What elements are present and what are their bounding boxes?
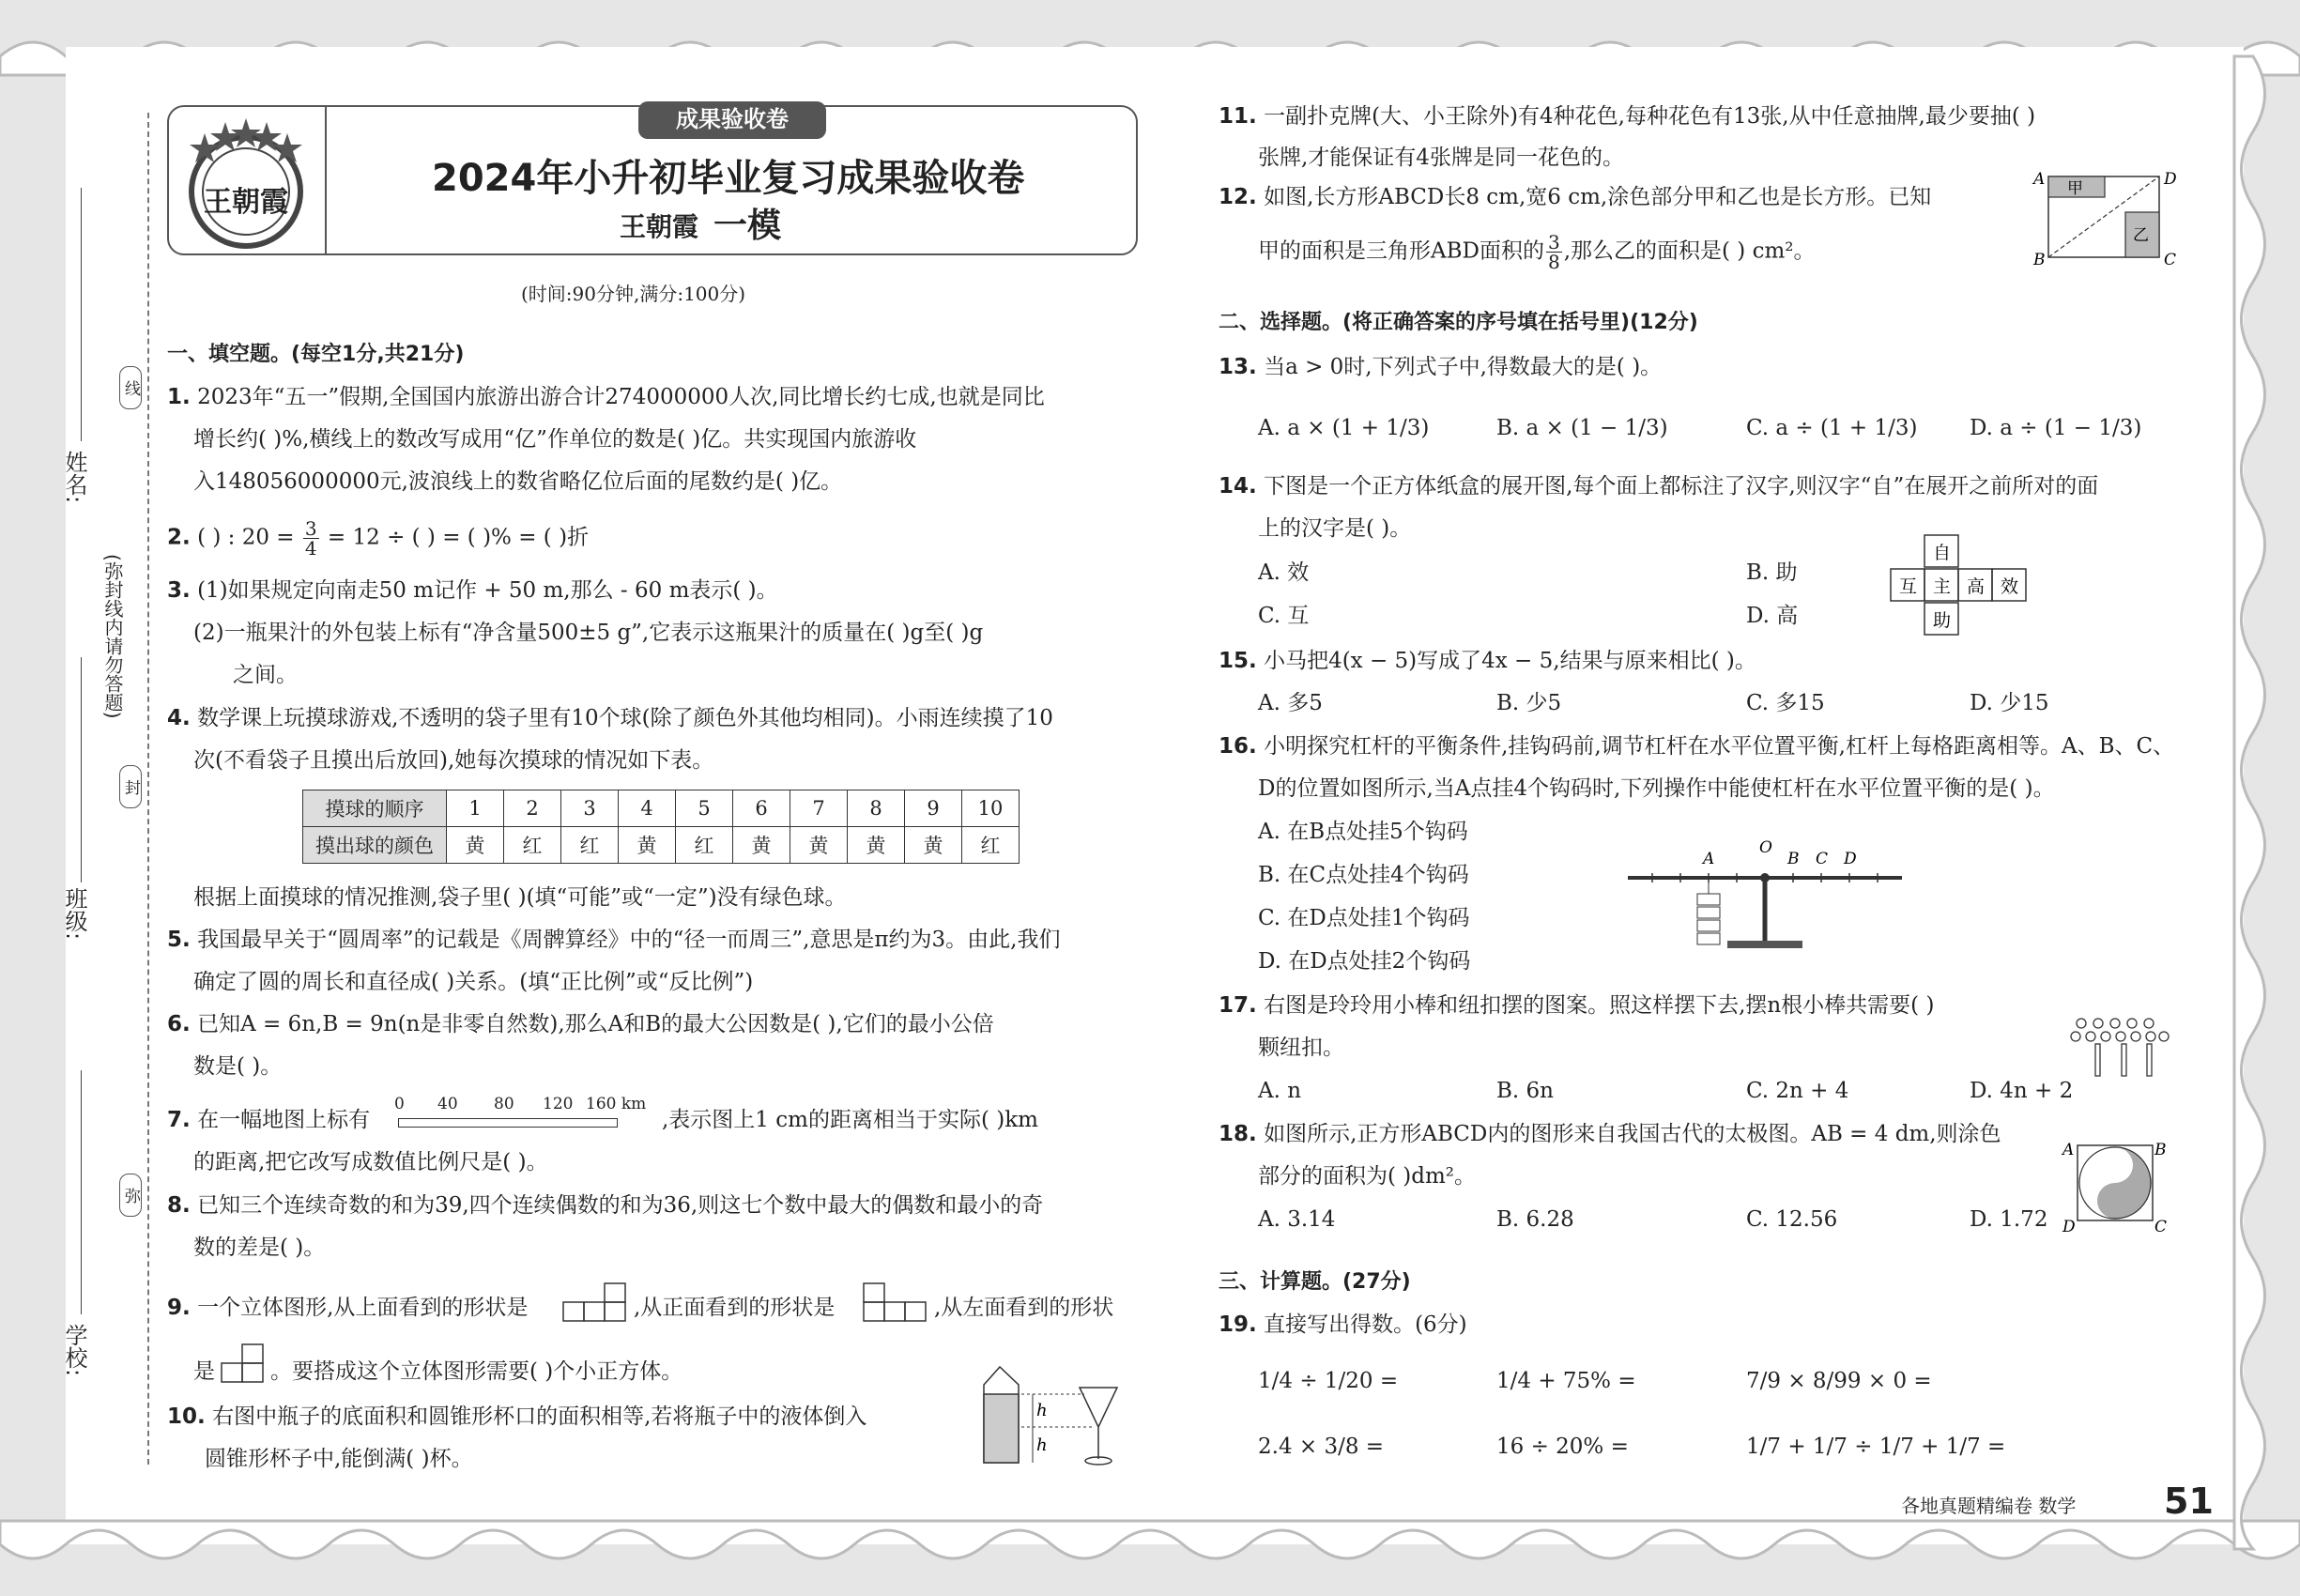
taiji-figure <box>2061 1136 2168 1236</box>
scale-label: 80 <box>494 1095 514 1113</box>
q18-line2: 部分的面积为( )dm²。 <box>1258 1164 1477 1189</box>
q8-line1: 已知三个连续奇数的和为39,四个连续偶数的和为36,则这七个数中最大的偶数和最小的奇 <box>197 1193 1044 1218</box>
q8-num: 8. <box>167 1193 191 1218</box>
q13 <box>1219 352 1662 382</box>
q9-part-a: 一个立体图形,从上面看到的形状是 <box>197 1296 529 1320</box>
q14 <box>1219 471 2098 501</box>
q19 <box>1219 1310 1467 1340</box>
q6 <box>167 1009 994 1039</box>
q9-part-b: ,从正面看到的形状是 <box>634 1296 836 1320</box>
table-cell: 红 <box>962 827 1020 864</box>
q7-num: 7. <box>167 1108 191 1132</box>
q3-num: 3. <box>167 578 191 603</box>
calc-item: 1/4 + 75% = <box>1496 1369 1636 1393</box>
q8 <box>167 1190 1043 1220</box>
lever-label: O <box>1759 838 1772 857</box>
q5-line2: 确定了圆的周长和直径成( )关系。(填“正比例”或“反比例”) <box>193 970 754 994</box>
q17-num: 17. <box>1219 993 1257 1018</box>
table-cell: 黄 <box>905 827 962 864</box>
q16 <box>1219 731 2174 761</box>
q4 <box>167 703 1053 733</box>
scale-label: 40 <box>437 1095 458 1113</box>
jia-label: 甲 <box>2067 179 2083 198</box>
lever-label: A <box>1703 850 1715 868</box>
q18-num: 18. <box>1219 1122 1257 1146</box>
q15-line1: 小马把4(x − 5)写成了4x − 5,结果与原来相比( )。 <box>1264 649 1756 673</box>
logo-text: 王朝霞 <box>204 186 288 219</box>
q16-num: 16. <box>1219 734 1257 759</box>
table-cell: 红 <box>504 827 561 864</box>
section3-heading: 三、计算题。(27分) <box>1219 1270 1411 1294</box>
table-cell: 4 <box>619 790 676 827</box>
option[interactable]: C. a ÷ (1 + 1/3) <box>1746 416 1918 440</box>
q2 <box>167 519 589 558</box>
net-char: 互 <box>1899 576 1918 597</box>
q15 <box>1219 646 1756 676</box>
calc-item: 16 ÷ 20% = <box>1496 1435 1629 1459</box>
option[interactable]: A. 效 <box>1258 560 1310 585</box>
q15-num: 15. <box>1219 649 1257 673</box>
q12-line2a: 甲的面积是三角形ABD面积的 <box>1258 238 1544 264</box>
option[interactable]: C. 2n + 4 <box>1746 1079 1849 1103</box>
front-view-figure <box>862 1281 929 1323</box>
q1-line3: 入148056000000元,波浪线上的数省略亿位后面的尾数约是( )亿。 <box>193 469 843 494</box>
q12-line2b: ,那么乙的面积是( ) cm²。 <box>1563 238 1816 264</box>
q11-line1: 一副扑克牌(大、小王除外)有4种花色,每种花色有13张,从中任意抽牌,最少要抽( ) <box>1264 104 2036 129</box>
table-cell: 10 <box>962 790 1020 827</box>
subtitle: 一模 <box>713 207 782 245</box>
table-cell: 3 <box>561 790 619 827</box>
q11-num: 11. <box>1219 104 1257 129</box>
section1-heading: 一、填空题。(每空1分,共21分) <box>167 343 465 366</box>
q7-part-a: 在一幅地图上标有 <box>197 1108 371 1132</box>
scale-label: 0 <box>394 1095 405 1113</box>
logo-panel <box>167 105 327 253</box>
class-label: 班级: <box>61 887 87 941</box>
q6-line1: 已知A = 6n,B = 9n(n是非零自然数),那么A和B的最大公因数是( ),它们的最小公倍 <box>197 1012 994 1036</box>
q10-line2: 圆锥形杯子中,能倒满( )杯。 <box>205 1447 473 1471</box>
table-cell: 黄 <box>447 827 504 864</box>
fig-label: D <box>2164 170 2177 189</box>
q12-fraction <box>1546 233 1562 271</box>
q13-num: 13. <box>1219 355 1257 379</box>
option[interactable]: D. 少15 <box>1970 691 2049 715</box>
option[interactable]: C. 12.56 <box>1746 1207 1838 1232</box>
option[interactable]: B. 助 <box>1746 560 1798 585</box>
q3-line1: (1)如果规定向南走50 m记作 + 50 m,那么 - 60 m表示( )。 <box>197 578 778 603</box>
q18 <box>1219 1119 2001 1149</box>
net-char: 自 <box>1933 543 1952 563</box>
ball-order-row <box>303 790 1020 827</box>
table-cell: 黄 <box>790 827 848 864</box>
bottle-and-cup-figure <box>976 1361 1145 1469</box>
row-label: 摸出球的颜色 <box>303 827 447 864</box>
section2-heading: 二、选择题。(将正确答案的序号填在括号里)(12分) <box>1219 311 1698 334</box>
q19-num: 19. <box>1219 1312 1257 1337</box>
table-cell: 黄 <box>848 827 905 864</box>
q12 <box>1219 182 1931 212</box>
q4-line3: 根据上面摸球的情况推测,袋子里( )(填“可能”或“一定”)没有绿色球。 <box>193 885 847 910</box>
q2-frac-den: 4 <box>304 537 317 560</box>
q11-line2: 张牌,才能保证有4张牌是同一花色的。 <box>1258 146 1624 170</box>
lever-label: D <box>1844 850 1857 868</box>
q12-frac-den: 8 <box>1547 251 1560 273</box>
h-label: h <box>1036 1401 1048 1420</box>
lever-label: C <box>1816 850 1829 868</box>
taiji-label: D <box>2062 1218 2076 1236</box>
footer-text: 各地真题精编卷 数学 <box>1901 1495 2077 1517</box>
option[interactable]: C. 多15 <box>1746 691 1825 715</box>
option[interactable]: D. a ÷ (1 − 1/3) <box>1970 416 2142 440</box>
table-cell: 7 <box>790 790 848 827</box>
yi-label: 乙 <box>2133 226 2149 245</box>
taiji-label: A <box>2062 1141 2075 1159</box>
q10 <box>167 1402 866 1432</box>
q10-num: 10. <box>167 1404 206 1429</box>
q17 <box>1219 990 1934 1021</box>
fig-label: B <box>2033 251 2046 269</box>
q12-num: 12. <box>1219 185 1257 209</box>
school-label: 学校: <box>61 1324 87 1377</box>
q9-part-c: ,从左面看到的形状 <box>934 1296 1114 1320</box>
calc-item: 7/9 × 8/99 × 0 = <box>1746 1369 1932 1393</box>
binding-mark-feng: 封 <box>119 765 142 808</box>
option[interactable]: B. a × (1 − 1/3) <box>1496 416 1668 440</box>
q1-num: 1. <box>167 385 191 409</box>
lever-figure <box>1624 836 1906 958</box>
q1-line1: 2023年“五一”假期,全国国内旅游出游合计274000000人次,同比增长约七成,也就是同比 <box>197 385 1045 409</box>
q9-num: 9. <box>167 1296 191 1320</box>
scale-label: 120 <box>543 1095 574 1113</box>
option[interactable]: A. 多5 <box>1258 691 1323 715</box>
option[interactable]: A. n <box>1258 1079 1302 1103</box>
name-blank[interactable] <box>81 188 82 441</box>
q4-num: 4. <box>167 706 191 730</box>
badge: 成果验收卷 <box>638 101 826 139</box>
rectangle-figure <box>2028 165 2178 269</box>
q2-part-a: ( ) : 20 = <box>197 525 295 550</box>
option[interactable]: D. 在D点处挂2个钩码 <box>1258 949 1471 974</box>
button-sticks-figure <box>2070 1016 2173 1082</box>
q2-part-b: = 12 ÷ ( ) = ( )% = ( )折 <box>327 525 590 550</box>
net-char: 高 <box>1967 576 1986 597</box>
q6-num: 6. <box>167 1012 191 1036</box>
map-scale-bar <box>394 1095 657 1132</box>
q9-part-e: 。要搭成这个立体图形需要( )个小正方体。 <box>270 1359 683 1384</box>
q14-line2: 上的汉字是( )。 <box>1258 516 1412 541</box>
q1 <box>167 382 1045 412</box>
q8-line2: 数的差是( )。 <box>193 1235 326 1260</box>
q14-num: 14. <box>1219 474 1257 499</box>
q9 <box>167 1293 528 1323</box>
fig-label: A <box>2033 170 2046 189</box>
table-cell: 2 <box>504 790 561 827</box>
table-cell: 黄 <box>619 827 676 864</box>
option[interactable]: B. 少5 <box>1496 691 1562 715</box>
table-cell: 红 <box>561 827 619 864</box>
q4-line1: 数学课上玩摸球游戏,不透明的袋子里有10个球(除了颜色外其他均相同)。小雨连续摸了10 <box>197 706 1053 730</box>
calc-item: 2.4 × 3/8 = <box>1258 1435 1385 1459</box>
q2-num: 2. <box>167 525 191 550</box>
taiji-label: C <box>2154 1218 2168 1236</box>
fig-label: C <box>2164 251 2177 269</box>
q11 <box>1219 101 2035 131</box>
q6-line2: 数是( )。 <box>193 1054 283 1079</box>
q12-line1: 如图,长方形ABCD长8 cm,宽6 cm,涂色部分甲和乙也是长方形。已知 <box>1264 185 1932 209</box>
q3 <box>167 575 778 606</box>
table-cell: 1 <box>447 790 504 827</box>
option[interactable]: D. 1.72 <box>1970 1207 2048 1232</box>
school-blank[interactable] <box>81 1070 82 1314</box>
option[interactable]: A. 在B点处挂5个钩码 <box>1258 820 1468 844</box>
binding-mark-xian: 线 <box>119 366 142 409</box>
row-label: 摸球的顺序 <box>303 790 447 827</box>
q4-line2: 次(不看袋子且摸出后放回),她每次摸球的情况如下表。 <box>193 748 714 773</box>
q3-line3: 之间。 <box>233 663 298 687</box>
q2-frac-num: 3 <box>304 517 317 540</box>
q17-line1: 右图是玲玲用小棒和纽扣摆的图案。照这样摆下去,摆n根小棒共需要( ) <box>1264 993 1935 1018</box>
q16-line1: 小明探究杠杆的平衡条件,挂钩码前,调节杠杆在水平位置平衡,杠杆上每格距离相等。A、B、C、 <box>1264 734 2175 759</box>
net-char: 主 <box>1933 576 1952 597</box>
q18-line1: 如图所示,正方形ABCD内的图形来自我国古代的太极图。AB = 4 dm,则涂色 <box>1264 1122 2001 1146</box>
q5-num: 5. <box>167 928 191 952</box>
q9-part-d: 是 <box>193 1359 215 1384</box>
q1-line2: 增长约( )%,横线上的数改写成用“亿”作单位的数是( )亿。共实现国内旅游收 <box>193 427 917 452</box>
q7 <box>167 1105 370 1135</box>
q10-line1: 右图中瓶子的底面积和圆锥形杯口的面积相等,若将瓶子中的液体倒入 <box>212 1404 867 1429</box>
net-char: 助 <box>1933 610 1952 631</box>
q5-line1: 我国最早关于“圆周率”的记载是《周髀算经》中的“径一而周三”,意思是π约为3。由此,我们 <box>197 928 1061 952</box>
wavy-right-border <box>2234 0 2300 1596</box>
q7-part-b: ,表示图上1 cm的距离相当于实际( )km <box>662 1108 1038 1132</box>
top-view-figure <box>561 1283 629 1323</box>
scale-bar <box>398 1118 618 1128</box>
lever-label: B <box>1787 850 1800 868</box>
option[interactable]: C. 互 <box>1258 604 1310 628</box>
option[interactable]: D. 高 <box>1746 604 1799 628</box>
option[interactable]: B. 在C点处挂4个钩码 <box>1258 863 1469 887</box>
left-view-figure <box>218 1343 267 1384</box>
calc-item: 1/4 ÷ 1/20 = <box>1258 1369 1399 1393</box>
q19-line1: 直接写出得数。(6分) <box>1264 1312 1467 1337</box>
table-cell: 5 <box>676 790 733 827</box>
q13-line1: 当a > 0时,下列式子中,得数最大的是( )。 <box>1264 355 1663 379</box>
calc-item: 1/7 + 1/7 ÷ 1/7 + 1/7 = <box>1746 1435 2006 1459</box>
table-cell: 6 <box>733 790 790 827</box>
table-cell: 红 <box>676 827 733 864</box>
brand-name: 王朝霞 <box>620 211 699 242</box>
binding-dashed-line <box>147 113 149 1465</box>
class-blank[interactable] <box>81 657 82 882</box>
q17-line2: 颗纽扣。 <box>1258 1036 1344 1060</box>
q14-line1: 下图是一个正方体纸盒的展开图,每个面上都标注了汉字,则汉字“自”在展开之前所对的面 <box>1264 474 2099 499</box>
name-label: 姓名: <box>61 451 87 504</box>
option[interactable]: A. 3.14 <box>1258 1207 1336 1232</box>
table-cell: 8 <box>848 790 905 827</box>
option[interactable]: C. 在D点处挂1个钩码 <box>1258 906 1470 930</box>
q12-line2 <box>1258 233 1815 271</box>
ball-table <box>302 790 1020 864</box>
taiji-label: B <box>2154 1141 2167 1159</box>
seal-notice: (弥封线内请勿答题) <box>101 554 124 719</box>
q3-line2: (2)一瓶果汁的外包装上标有“净含量500±5 g”,它表示这瓶果汁的质量在( )g至( )g <box>193 621 984 645</box>
q12-frac-num: 3 <box>1547 231 1560 253</box>
scale-label: 160 km <box>586 1095 647 1113</box>
option[interactable]: D. 4n + 2 <box>1970 1079 2074 1103</box>
option[interactable]: B. 6.28 <box>1496 1207 1574 1232</box>
table-cell: 9 <box>905 790 962 827</box>
binding-mark-mi: 弥 <box>119 1174 142 1217</box>
q7-line2: 的距离,把它改写成数值比例尺是( )。 <box>193 1150 548 1174</box>
page-number: 51 <box>2164 1481 2214 1522</box>
q16-line2: D的位置如图所示,当A点挂4个钩码时,下列操作中能使杠杆在水平位置平衡的是( )。 <box>1258 776 2055 801</box>
cube-net-figure <box>1887 533 2028 638</box>
h-label: h <box>1036 1435 1048 1455</box>
net-char: 效 <box>2001 576 2019 597</box>
option[interactable]: B. 6n <box>1496 1079 1554 1103</box>
page-title: 2024年小升初毕业复习成果验收卷 <box>432 157 1025 200</box>
ball-color-row <box>303 827 1020 864</box>
q5 <box>167 925 1060 955</box>
time-info: (时间:90分钟,满分:100分) <box>521 283 746 305</box>
q2-fraction <box>303 519 319 558</box>
table-cell: 黄 <box>733 827 790 864</box>
wavy-bottom-border <box>0 1521 2300 1596</box>
option[interactable]: A. a × (1 + 1/3) <box>1258 416 1430 440</box>
